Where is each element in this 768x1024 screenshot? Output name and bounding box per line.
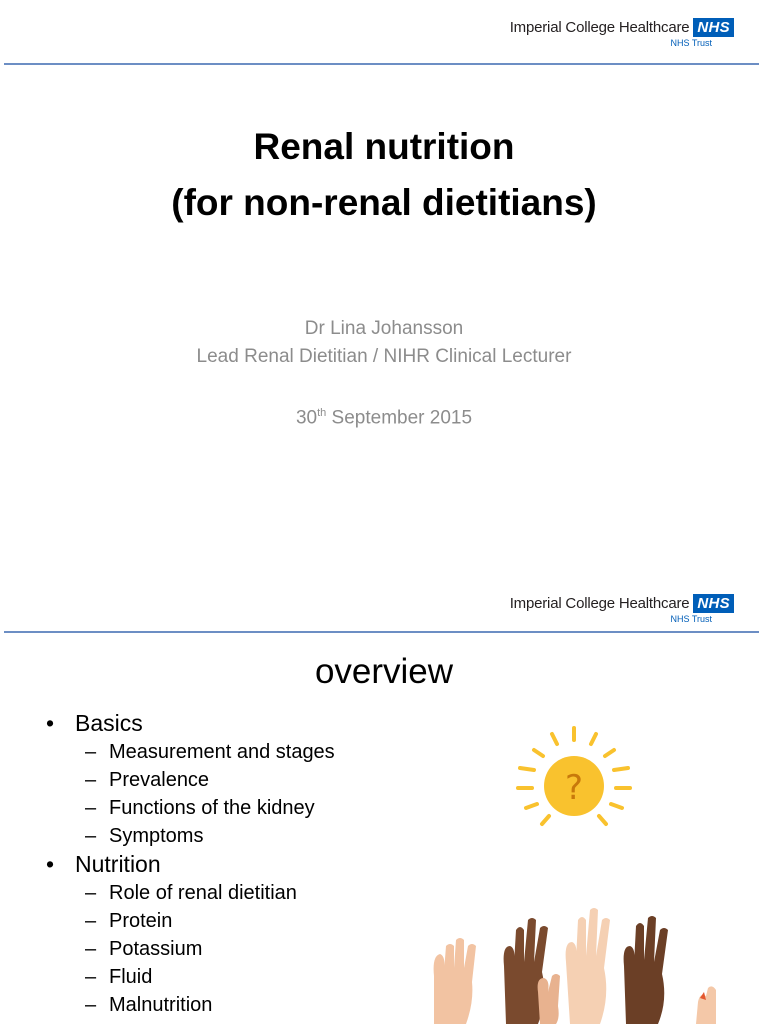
overview-title: overview [314,652,454,691]
sun-question-mark: ? [564,768,584,808]
nhs-logo: NHS [693,18,734,37]
brand-trust: NHS Trust [670,38,712,48]
nhs-logo: NHS [693,594,734,613]
bullet-nutrition: • Nutrition [46,850,335,879]
hand [566,908,610,1024]
overview-list [46,709,335,1019]
author-role: Lead Renal Dietitian / NIHR Clinical Lecturer [196,346,572,367]
sub-bullet: – Symptoms [85,822,335,850]
hand [538,974,560,1024]
hand [696,986,716,1024]
brand-name: Imperial College Healthcare [509,19,690,36]
bullet-basics: • Basics [46,709,335,738]
brand-header [510,18,734,48]
hand [434,938,476,1024]
slide-title-line2: (for non-renal dietitians) [171,182,597,223]
brand-name: Imperial College Healthcare [509,595,690,612]
raised-hands-image [420,906,738,1024]
hand [624,916,668,1024]
presentation-date [0,399,768,432]
sub-bullet: – Malnutrition [85,991,335,1019]
slide-title-line1: Renal nutrition [253,126,515,167]
sub-bullet: – Measurement and stages [85,738,335,766]
overview-slide [0,576,768,1024]
date-day: 30 [295,407,318,429]
date-rest: September 2015 [326,407,473,429]
author-name: Dr Lina Johansson [304,318,464,339]
header-rule [4,63,759,65]
sub-bullet: – Potassium [85,935,335,963]
brand-trust: NHS Trust [670,614,712,624]
sub-bullet: – Prevalence [85,766,335,794]
sub-bullet: – Role of renal dietitian [85,879,335,907]
date-suffix: th [317,407,327,419]
sub-bullet: – Protein [85,907,335,935]
brand-header [510,594,734,624]
sub-bullet: – Fluid [85,963,335,991]
sub-bullet: – Functions of the kidney [85,794,335,822]
header-rule [4,631,759,633]
sun-question-icon [512,724,636,836]
